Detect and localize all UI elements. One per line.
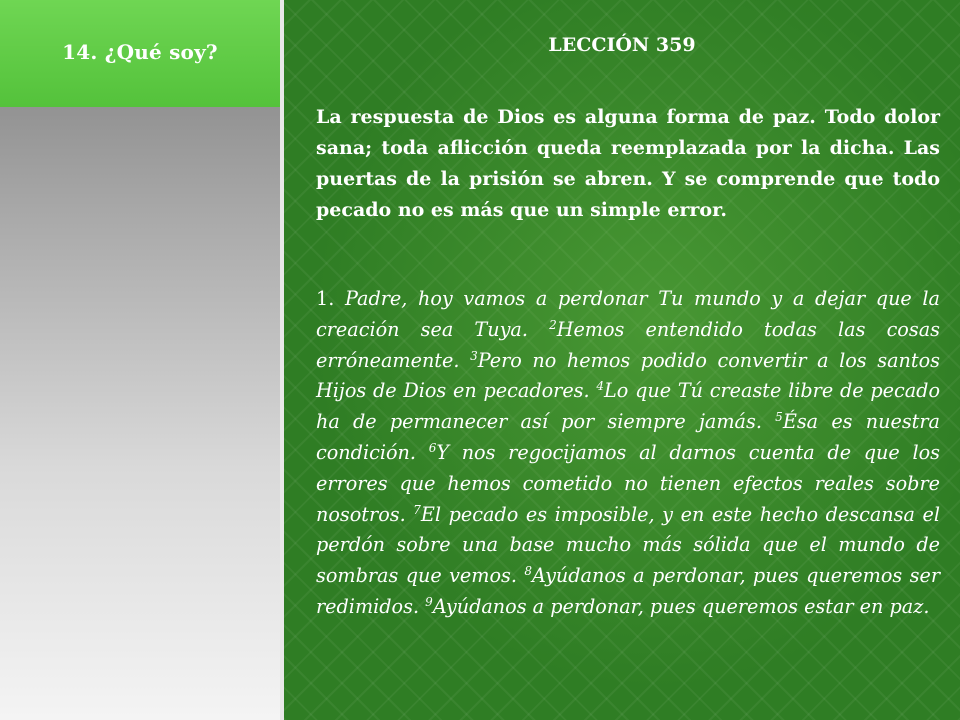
sentence-text: Ayúdanos a perdonar, pues queremos ser redimidos. — [316, 564, 941, 618]
sentence-text: El pecado es imposible, y en este hecho descansa el perdón sobre una base mucho más sólida que el mundo de sombras que vemos. — [316, 502, 940, 588]
lesson-prayer — [316, 284, 940, 623]
paragraph-number: 1. — [316, 287, 335, 310]
sentence-number: 2 — [549, 317, 557, 332]
sentence-text: Pero no hemos podido convertir a los santos Hijos de Dios en pecadores. — [316, 348, 940, 403]
section-title: 14. ¿Qué soy? — [62, 40, 218, 64]
sentence-number: 9 — [425, 594, 433, 609]
sentence-number: 5 — [775, 410, 783, 425]
sentence-text: Ayúdanos a perdonar, pues queremos estar en paz. — [432, 594, 930, 618]
sentence-text: Hemos entendido todas las cosas erróneamente. — [316, 317, 940, 372]
section-tab — [0, 0, 280, 107]
sentence-number: 4 — [596, 379, 605, 394]
sentence-number: 8 — [524, 564, 532, 579]
left-panel — [0, 0, 280, 720]
sentence-text: Y nos regocijamos al darnos cuenta de que los errores que hemos cometido no tienen efectos reales sobre nosotros. — [316, 440, 940, 526]
sentence-number: 3 — [470, 348, 478, 363]
lesson-heading: LECCIÓN 359 — [548, 34, 696, 56]
sentence-text: Padre, hoy vamos a perdonar Tu mundo y a dejar que la creación sea Tuya. — [316, 287, 940, 341]
sentence-number: 6 — [428, 440, 437, 455]
sentence-text: Ésa es nuestra condición. — [316, 410, 940, 464]
sentence-number: 7 — [413, 502, 421, 517]
sentence-text: Lo que Tú creaste libre de pecado ha de permanecer así por siempre jamás. — [316, 379, 940, 434]
lesson-intro: La respuesta de Dios es alguna forma de paz. Todo dolor sana; toda aflicción queda reemplazada por la dicha. Las puertas de la prisión se abren. Y se comprende que todo pecado no es más que un simple error. — [316, 106, 940, 221]
